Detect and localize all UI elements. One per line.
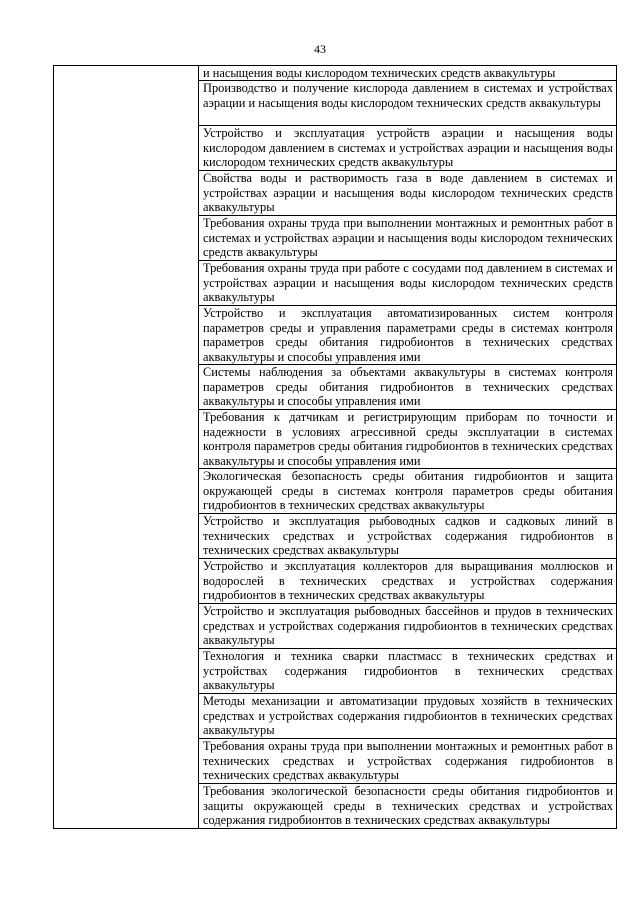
right-column-cell xyxy=(199,66,617,829)
page-number: 43 xyxy=(314,42,326,56)
table-row-item: Методы механизации и автоматизации прудовых хозяйств в технических средствах и устройствах содержания гидробионтов в технических средствах аквакультуры xyxy=(199,694,616,739)
table-row-item: и насыщения воды кислородом технических средств аквакультуры xyxy=(199,66,616,81)
table-row-item: Требования охраны труда при работе с сосудами под давлением в системах и устройствах аэрации и насыщения воды кислородом технических средств аквакультуры xyxy=(199,261,616,306)
table-row-item: Производство и получение кислорода давлением в системах и устройствах аэрации и насыщения воды кислородом технических средств аквакультуры xyxy=(199,81,616,126)
table-row-item: Устройство и эксплуатация рыбоводных садков и садковых линий в технических средствах и устройствах содержания гидробионтов в технических средствах аквакультуры xyxy=(199,514,616,559)
table-row-item: Устройство и эксплуатация коллекторов для выращивания моллюсков и водорослей в технических средствах и устройствах содержания гидробионтов в технических средствах аквакультуры xyxy=(199,559,616,604)
table-row-item: Требования экологической безопасности среды обитания гидробионтов и защиты окружающей среды в технических средствах и устройствах содержания гидробионтов в технических средствах аквакультуры xyxy=(203,784,613,828)
table-row xyxy=(54,66,617,829)
content-table xyxy=(53,65,617,829)
table-row-item: Требования охраны труда при выполнении монтажных и ремонтных работ в технических средствах и устройствах содержания гидробионтов в технических средствах аквакультуры xyxy=(199,739,616,784)
table-row-item: Требования охраны труда при выполнении монтажных и ремонтных работ в системах и устройствах аэрации и насыщения воды кислородом технических средств аквакультуры xyxy=(199,216,616,261)
left-column-cell xyxy=(54,66,199,829)
table-row-item: Свойства воды и растворимость газа в воде давлением в системах и устройствах аэрации и насыщения воды кислородом технических средств аквакультуры xyxy=(199,171,616,216)
table-row-item: Устройство и эксплуатация рыбоводных бассейнов и прудов в технических средствах и устройствах содержания гидробионтов в технических средствах аквакультуры xyxy=(199,604,616,649)
table-row-item: Экологическая безопасность среды обитания гидробионтов и защита окружающей среды в системах контроля параметров среды обитания гидробионтов в технических средствах аквакультуры xyxy=(199,469,616,514)
table-row-item: Требования к датчикам и регистрирующим приборам по точности и надежности в условиях агрессивной среды эксплуатации в системах контроля параметров среды обитания гидробионтов в технических средствах аквакультуры и способы управления ими xyxy=(199,410,616,469)
table-row-item: Устройство и эксплуатация устройств аэрации и насыщения воды кислородом давлением в системах и устройствах аэрации и насыщения воды кислородом технических средств аквакультуры xyxy=(199,126,616,171)
table-row-item: Технология и техника сварки пластмасс в технических средствах и устройствах содержания гидробионтов в технических средствах аквакультуры xyxy=(199,649,616,694)
table-row-item: Системы наблюдения за объектами аквакультуры в системах контроля параметров среды обитания гидробионтов в технических средствах аквакультуры и способы управления ими xyxy=(199,365,616,410)
table-row-item: Устройство и эксплуатация автоматизированных систем контроля параметров среды и управления параметрами среды в системах контроля параметров среды обитания гидробионтов в технических средствах аквакультуры и способы управления ими xyxy=(199,306,616,365)
